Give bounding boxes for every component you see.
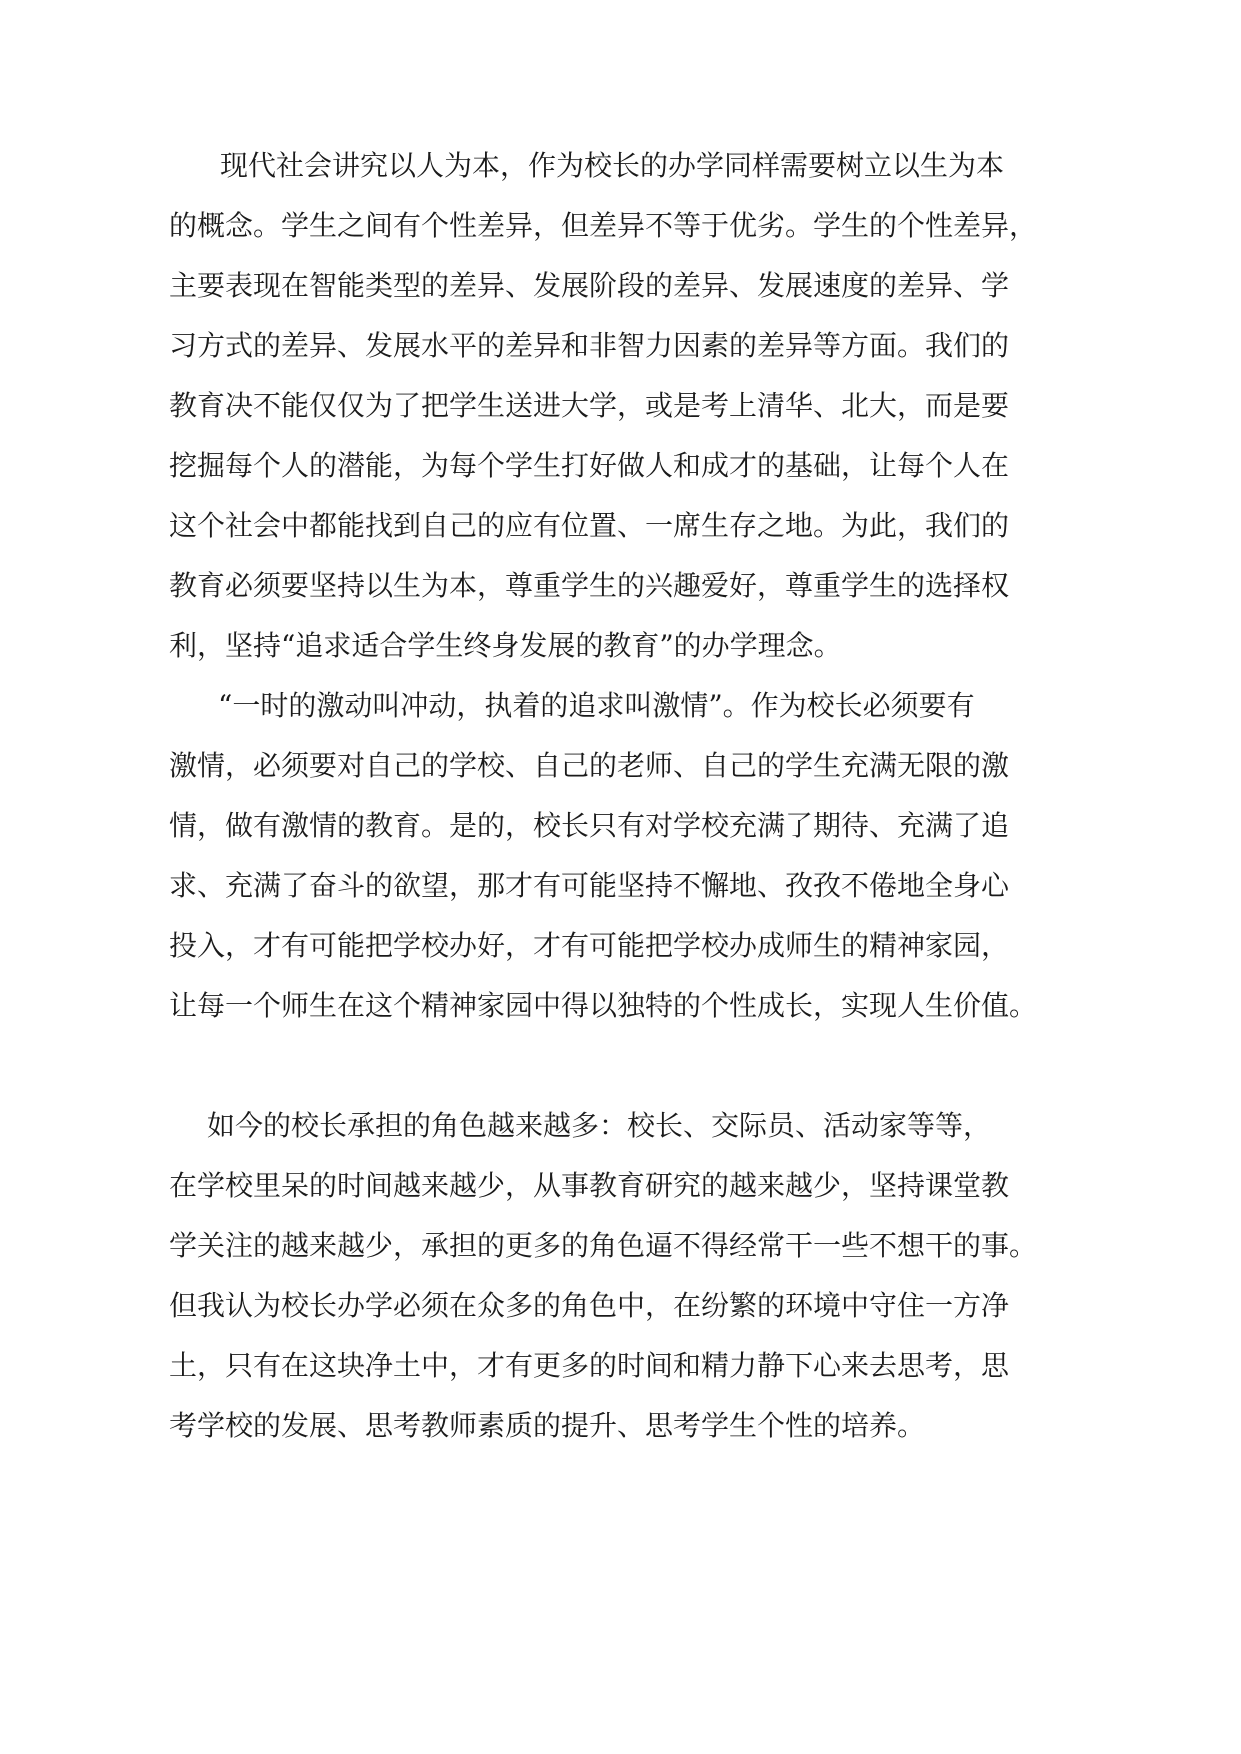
paragraph-2-line-4: 求、充满了奋斗的欲望，那才有可能坚持不懈地、孜孜不倦地全身心 bbox=[169, 869, 1010, 902]
paragraph-1-line-8: 教育必须要坚持以生为本，尊重学生的兴趣爱好，尊重学生的选择权 bbox=[169, 569, 1010, 602]
paragraph-2-line-2: 激情，必须要对自己的学校、自己的老师、自己的学生充满无限的激 bbox=[169, 749, 1010, 782]
paragraph-3-line-1: 如今的校长承担的角色越来越多：校长、交际员、活动家等等， bbox=[207, 1109, 992, 1142]
paragraph-1-line-3: 主要表现在智能类型的差异、发展阶段的差异、发展速度的差异、学 bbox=[169, 269, 1010, 302]
paragraph-2-line-1: “一时的激动叫冲动，执着的追求叫激情”。作为校长必须要有 bbox=[218, 689, 975, 722]
paragraph-1-line-9: 利，坚持“追求适合学生终身发展的教育”的办学理念。 bbox=[169, 629, 842, 662]
paragraph-1-line-4: 习方式的差异、发展水平的差异和非智力因素的差异等方面。我们的 bbox=[169, 329, 1010, 362]
paragraph-2-line-6: 让每一个师生在这个精神家园中得以独特的个性成长，实现人生价值。 bbox=[169, 989, 1038, 1022]
paragraph-3-line-6: 考学校的发展、思考教师素质的提升、思考学生个性的培养。 bbox=[169, 1409, 926, 1442]
paragraph-2-line-3: 情，做有激情的教育。是的，校长只有对学校充满了期待、充满了追 bbox=[169, 809, 1010, 842]
paragraph-2-line-5: 投入，才有可能把学校办好，才有可能把学校办成师生的精神家园， bbox=[169, 929, 1010, 962]
paragraph-1-line-2: 的概念。学生之间有个性差异，但差异不等于优劣。学生的个性差异， bbox=[169, 209, 1038, 242]
paragraph-1-line-1: 现代社会讲究以人为本，作为校长的办学同样需要树立以生为本 bbox=[220, 149, 1005, 182]
paragraph-3-line-5: 土，只有在这块净土中，才有更多的时间和精力静下心来去思考，思 bbox=[169, 1349, 1010, 1382]
paragraph-1-line-5: 教育决不能仅仅为了把学生送进大学，或是考上清华、北大，而是要 bbox=[169, 389, 1010, 422]
paragraph-1-line-7: 这个社会中都能找到自己的应有位置、一席生存之地。为此，我们的 bbox=[169, 509, 1010, 542]
paragraph-1-line-6: 挖掘每个人的潜能，为每个学生打好做人和成才的基础，让每个人在 bbox=[169, 449, 1010, 482]
paragraph-3-line-2: 在学校里呆的时间越来越少，从事教育研究的越来越少，坚持课堂教 bbox=[169, 1169, 1010, 1202]
paragraph-3-line-3: 学关注的越来越少，承担的更多的角色逼不得经常干一些不想干的事。 bbox=[169, 1229, 1038, 1262]
paragraph-3-line-4: 但我认为校长办学必须在众多的角色中，在纷繁的环境中守住一方净 bbox=[169, 1289, 1010, 1322]
